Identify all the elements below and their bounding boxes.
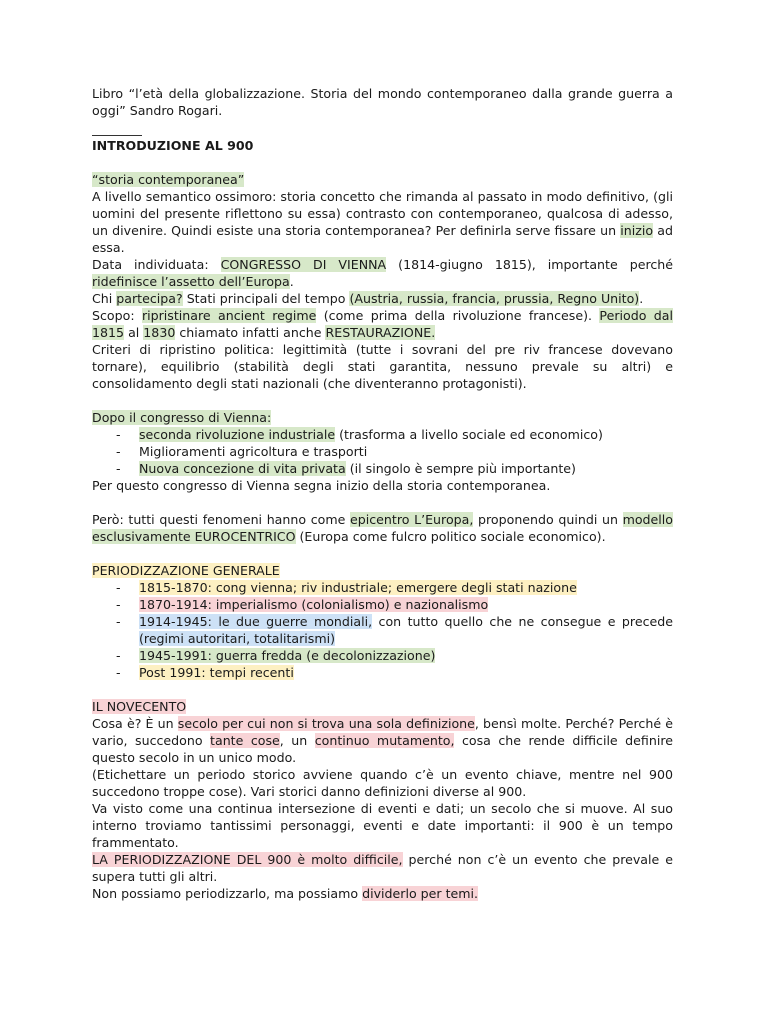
highlight-pink: IL NOVECENTO (92, 699, 187, 714)
text: Miglioramenti agricoltura e trasporti (139, 444, 368, 459)
highlight-pink: tante cose (210, 733, 280, 748)
book-reference-line1: Libro “l’età della globalizzazione. Storia del mondo contemporaneo dalla grande guerra a (92, 86, 673, 101)
bullet-dash: - (116, 580, 121, 595)
text: Stati principali del tempo (182, 291, 350, 306)
highlight-green: (Austria, russia, francia, prussia, Regno Unito) (349, 291, 640, 306)
spacer (92, 392, 673, 409)
text: cosa che rende difficile definire questo secolo in un unico modo. (92, 733, 673, 765)
spacer (92, 494, 673, 511)
list-item (92, 579, 673, 596)
text: Però: tutti questi fenomeni hanno come (92, 512, 350, 527)
pero-paragraph (92, 511, 673, 545)
highlight-yellow: PERIODIZZAZIONE GENERALE (92, 563, 280, 578)
novecento-paragraph-3: Va visto come una continua intersezione di eventi e dati; un secolo che si muove. Al suo interno troviamo tantissimi personaggi, eventi e date importanti: il 900 è un tempo frammentato. (92, 801, 673, 850)
highlight-pink: LA PERIODIZZAZIONE DEL 900 è molto difficile, (92, 852, 403, 867)
highlight-pink: dividerlo per temi. (362, 886, 479, 901)
bullet-dash: - (116, 597, 121, 612)
separator-line (92, 119, 142, 136)
highlight-green: Dopo il congresso di Vienna: (92, 410, 272, 425)
highlight-yellow: 1815-1870: cong vienna; riv industriale; emergere degli stati nazione (139, 580, 577, 595)
list-item (92, 460, 673, 477)
data-paragraph (92, 256, 673, 290)
highlight-green: CONGRESSO DI VIENNA (220, 257, 387, 272)
text: (1814-giugno 1815), importante perché (386, 257, 674, 272)
highlight-blue: (regimi autoritari, totalitarismi) (139, 631, 336, 646)
highlight-green: epicentro L’Europa, (350, 512, 474, 527)
text: con tutto quello che ne consegue e precede (372, 614, 673, 629)
list-item (92, 613, 673, 647)
highlight-blue: 1914-1945: le due guerre mondiali, (139, 614, 373, 629)
bullet-dash: - (116, 444, 121, 459)
highlight-green: modello esclusivamente EUROCENTRICO (92, 512, 673, 544)
spacer (92, 681, 673, 698)
periodizzazione-heading (92, 562, 673, 579)
novecento-paragraph-4 (92, 851, 673, 885)
highlight-green: Periodo dal 1815 (92, 308, 673, 340)
section-title: INTRODUZIONE AL 900 (92, 138, 254, 153)
book-reference-line2: oggi” Sandro Rogari. (92, 103, 223, 118)
list-item (92, 426, 673, 443)
text: . (639, 291, 644, 306)
bullet-dash: - (116, 665, 121, 680)
scopo-paragraph (92, 307, 673, 341)
text: proponendo quindi un (473, 512, 623, 527)
text: ad essa. (92, 223, 673, 255)
novecento-paragraph-1 (92, 715, 673, 766)
chi-paragraph (92, 290, 673, 307)
text: Cosa è? È un (92, 716, 178, 731)
highlight-green: inizio (620, 223, 654, 238)
dopo-list (92, 426, 673, 477)
bullet-dash: - (116, 614, 121, 629)
highlight-green: seconda rivoluzione industriale (139, 427, 336, 442)
text: Scopo: (92, 308, 142, 323)
text: Non possiamo periodizzarlo, ma possiamo (92, 886, 363, 901)
novecento-heading (92, 698, 673, 715)
highlight-green: 1945-1991: guerra fredda (e decolonizzazione) (139, 648, 436, 663)
highlight-pink: secolo per cui non si trova una sola definizione (177, 716, 475, 731)
text: (come prima della rivoluzione francese). (316, 308, 600, 323)
novecento-paragraph-5 (92, 885, 673, 902)
document-page (92, 85, 673, 902)
highlight-green: 1830 (143, 325, 176, 340)
highlight-green: partecipa? (116, 291, 183, 306)
highlight-green: RESTAURAZIONE. (325, 325, 436, 340)
periodizzazione-list (92, 579, 673, 681)
storia-heading (92, 171, 673, 188)
text: . (289, 274, 294, 289)
highlight-green: ripristinare ancient regime (141, 308, 317, 323)
bullet-dash: - (116, 427, 121, 442)
list-item (92, 443, 673, 460)
text: Data individuata: (92, 257, 221, 272)
dopo-heading (92, 409, 673, 426)
highlight-yellow: Post 1991: tempi recenti (139, 665, 294, 680)
text: (trasforma a livello sociale ed economico) (335, 427, 603, 442)
bullet-dash: - (116, 648, 121, 663)
highlight-pink: continuo mutamento, (314, 733, 455, 748)
spacer (92, 154, 673, 171)
criteri-paragraph: Criteri di ripristino politica: legittimità (tutte i sovrani del pre riv francese dovevano tornare), equilibrio (stabilità degli stati garantita, nessuno prevale su altri) e consolidamento degli stati nazionali (che diventeranno protagonisti). (92, 342, 673, 391)
highlight-green: Nuova concezione di vita privata (139, 461, 346, 476)
highlight-green: “storia contemporanea” (92, 172, 245, 187)
storia-paragraph (92, 188, 673, 256)
dopo-conclusion: Per questo congresso di Vienna segna inizio della storia contemporanea. (92, 478, 551, 493)
text: Chi (92, 291, 117, 306)
text: A livello semantico ossimoro: storia concetto che rimanda al passato in modo definitivo, (gli uomini del presente riflettono su essa) contrasto con contemporaneo, qualcosa di adesso, un divenire. Quindi esiste una storia contemporanea? Per definirla serve fissare un (92, 189, 673, 238)
text: (Europa come fulcro politico sociale economico). (295, 529, 606, 544)
list-item (92, 647, 673, 664)
text: perché non c’è un evento che prevale e supera tutti gli altri. (92, 852, 673, 884)
bullet-dash: - (116, 461, 121, 476)
text: , bensì molte. Perché? Perché è vario, succedono (92, 716, 673, 748)
text: chiamato infatti anche (175, 325, 326, 340)
novecento-paragraph-2: (Etichettare un periodo storico avviene quando c’è un evento chiave, mentre nel 900 succedono troppe cose). Vari storici danno definizioni diverse al 900. (92, 767, 673, 799)
spacer (92, 545, 673, 562)
text: (il singolo è sempre più importante) (345, 461, 576, 476)
list-item (92, 664, 673, 681)
list-item (92, 596, 673, 613)
highlight-green: ridefinisce l’assetto dell’Europa (92, 274, 290, 289)
text: , un (279, 733, 315, 748)
text: al (124, 325, 144, 340)
highlight-pink: 1870-1914: imperialismo (colonialismo) e nazionalismo (139, 597, 489, 612)
